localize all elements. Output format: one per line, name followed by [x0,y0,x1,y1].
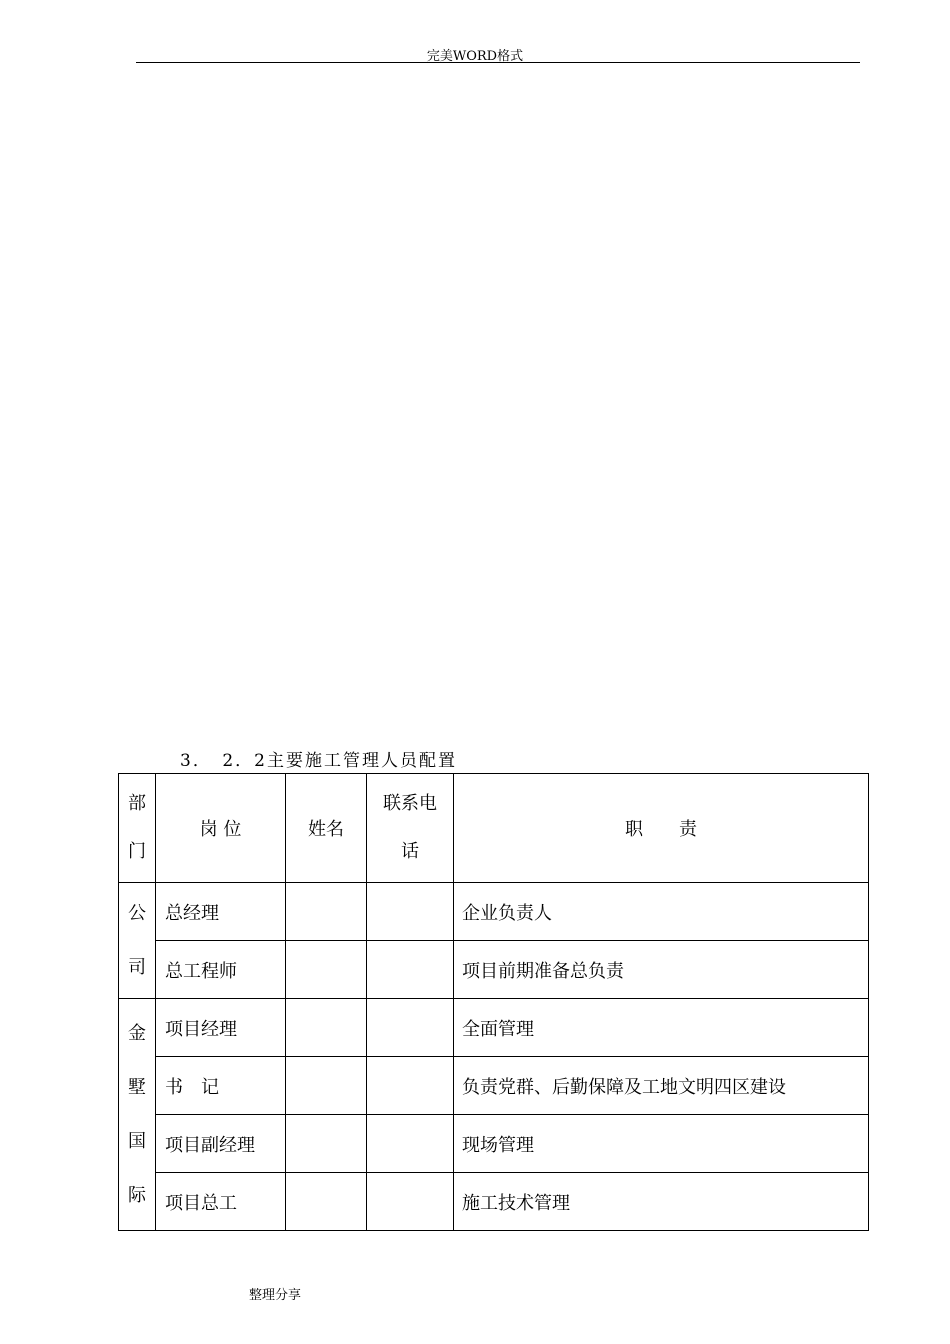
position-cell: 项目经理 [156,999,286,1057]
duty-cell: 施工技术管理 [454,1173,869,1231]
header-position: 岗 位 [156,774,286,883]
table-row [119,941,869,999]
header-duty: 职 责 [454,774,869,883]
position-cell: 总经理 [156,883,286,941]
table-row [119,1173,869,1231]
table-row [119,1057,869,1115]
phone-cell [367,941,454,999]
duty-cell: 负责党群、后勤保障及工地文明四区建设 [454,1057,869,1115]
duty-cell: 项目前期准备总负责 [454,941,869,999]
name-cell [286,1173,367,1231]
position-cell: 项目总工 [156,1173,286,1231]
name-cell [286,883,367,941]
header-divider [136,62,860,63]
header-phone: 联系电 话 [367,774,454,883]
table-header-row [119,774,869,883]
section-heading: 3． 2．2主要施工管理人员配置 [180,751,457,771]
header-dept: 部 门 [119,774,156,883]
phone-cell [367,1115,454,1173]
table-row [119,999,869,1057]
name-cell [286,1115,367,1173]
phone-cell [367,999,454,1057]
duty-cell: 现场管理 [454,1115,869,1173]
phone-cell [367,1173,454,1231]
position-cell: 书 记 [156,1057,286,1115]
name-cell [286,941,367,999]
dept-cell-company: 公 司 [119,883,156,999]
phone-cell [367,1057,454,1115]
staff-table [118,773,869,1231]
duty-cell: 全面管理 [454,999,869,1057]
duty-cell: 企业负责人 [454,883,869,941]
position-cell: 总工程师 [156,941,286,999]
position-cell: 项目副经理 [156,1115,286,1173]
name-cell [286,1057,367,1115]
page-footer-text: 整理分享 [249,1288,302,1303]
name-cell [286,999,367,1057]
header-name: 姓名 [286,774,367,883]
table-row [119,883,869,941]
dept-cell-project: 金 墅 国 际 [119,999,156,1231]
page-header-text: 完美WORD格式 [426,49,524,64]
table-row [119,1115,869,1173]
phone-cell [367,883,454,941]
